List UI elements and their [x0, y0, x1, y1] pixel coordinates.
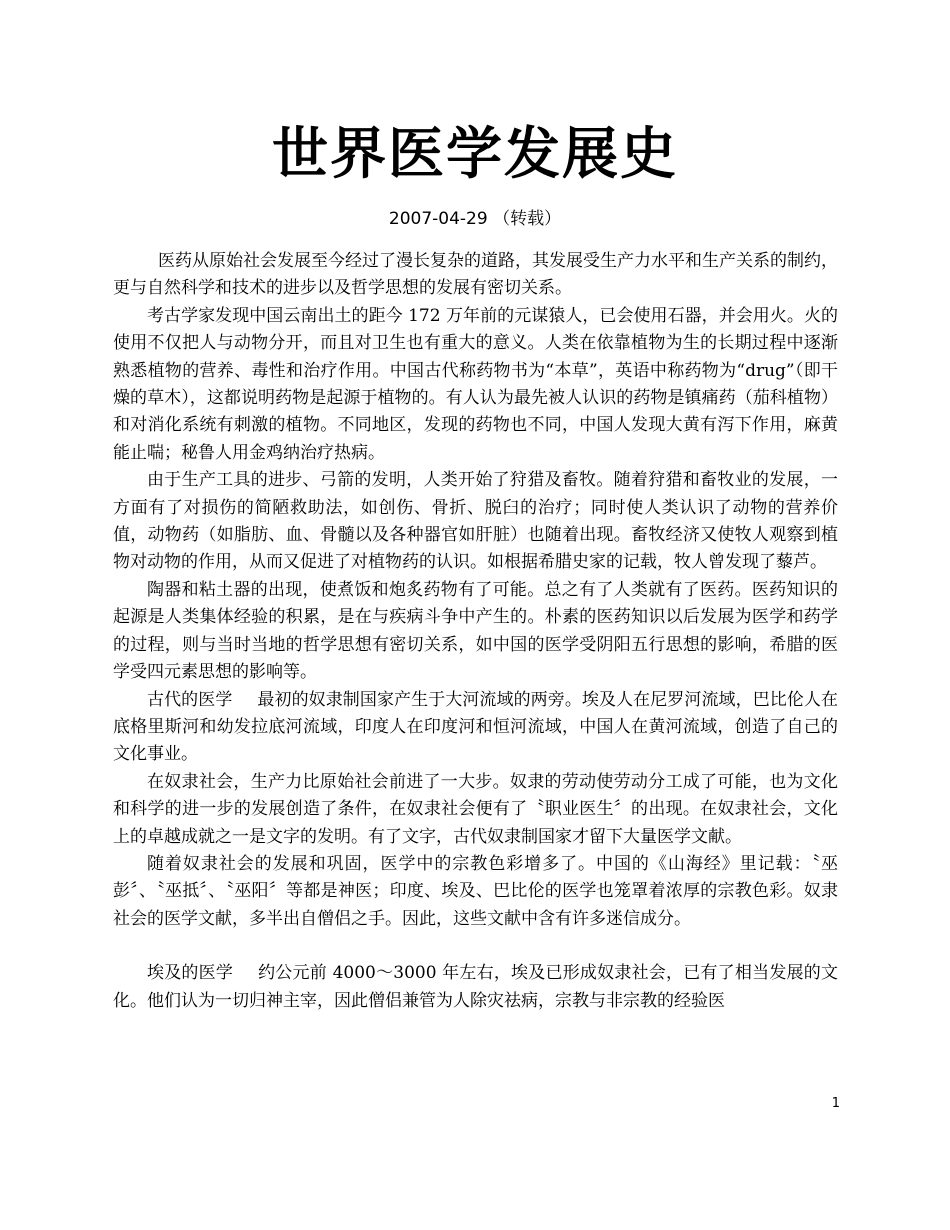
repost-note: （转载）: [493, 209, 562, 229]
paragraph-text: 医药从原始社会发展至今经过了漫长复杂的道路，其发展受生产力水平和生产关系的制约，更与自然科学和技术的进步以及哲学思想的发展有密切关系。: [113, 251, 838, 299]
paragraph-text: 随着奴隶社会的发展和巩固，医学中的宗教色彩增多了。中国的《山海经》里记载：〝巫彭〞、〝巫抵〞、〝巫阳〞等都是神医；印度、埃及、巴比伦的医学也笼罩着浓厚的宗教色彩。奴隶社会的医学文献，多半出自僧侣之手。因此，这些文献中含有许多迷信成分。: [113, 853, 838, 929]
paragraph-text: 考古学家发现中国云南出土的距今 172 万年前的元谋猿人，已会使用石器，并会用火。火的使用不仅把人与动物分开，而且对卫生也有重大的意义。人类在依靠植物为生的长期过程中逐渐熟悉植物的营养、毒性和治疗作用。中国古代称药物书为“本草”，英语中称药物为“drug”（即干燥的草木），这都说明药物是起源于植物的。有人认为最先被人认识的药物是镇痛药（茄科植物）和对消化系统有刺激的植物。不同地区，发现的药物也不同，中国人发现大黄有泻下作用，麻黄能止喘；秘鲁人用金鸡纳治疗热病。: [113, 305, 838, 463]
section-heading: 古代的医学: [147, 689, 233, 710]
paragraph-text: 最初的奴隶制国家产生于大河流域的两旁。埃及人在尼罗河流域，巴比伦人在底格里斯河和幼发拉底河流域，印度人在印度河和恒河流域，中国人在黄河流域，创造了自己的文化事业。: [113, 689, 839, 765]
paragraph-slave-society: [113, 769, 838, 851]
paragraph-hunting: [113, 467, 838, 577]
section-heading: 埃及的医学: [147, 963, 234, 984]
paragraph-text: 由于生产工具的进步、弓箭的发明，人类开始了狩猎及畜牧。随着狩猎和畜牧业的发展，一方面有了对损伤的简陋救助法，如创伤、骨折、脱臼的治疗；同时使人类认识了动物的营养价值，动物药（如脂肪、血、骨髓以及各种器官如肝脏）也随着出现。畜牧经济又使牧人观察到植物对动物的作用，从而又促进了对植物药的认识。如根据希腊史家的记载，牧人曾发现了藜芦。: [113, 470, 838, 573]
document-title: 世界医学发展史: [272, 120, 678, 187]
publish-date: 2007-04-29: [388, 209, 488, 229]
dateline: [0, 205, 950, 233]
paragraph-intro: [113, 248, 838, 303]
page-number: 1: [831, 1096, 840, 1111]
paragraph-text: 在奴隶社会，生产力比原始社会前进了一大步。奴隶的劳动使劳动分工成了可能，也为文化和科学的进一步的发展创造了条件，在奴隶社会便有了〝职业医生〞的出现。在奴隶社会，文化上的卓越成就之一是文字的发明。有了文字，古代奴隶制国家才留下大量医学文献。: [113, 771, 838, 847]
paragraph-origins: [113, 303, 838, 467]
paragraph-text: 陶器和粘土器的出现，使煮饭和炮炙药物有了可能。总之有了人类就有了医药。医药知识的起源是人类集体经验的积累，是在与疾病斗争中产生的。朴素的医药知识以后发展为医学和药学的过程，则与当时当地的哲学思想有密切关系，如中国的医学受阴阳五行思想的影响，希腊的医学受四元素思想的影响等。: [113, 579, 838, 683]
paragraph-pottery: [113, 577, 838, 687]
article-body: [113, 248, 838, 1015]
paragraph-ancient-medicine: [113, 687, 838, 769]
paragraph-text: 约公元前 4000～3000 年左右，埃及已形成奴隶社会，已有了相当发展的文化。他们认为一切归神主宰，因此僧侣兼管为人除灾祛病，宗教与非宗教的经验医: [113, 963, 838, 1011]
paragraph-egypt: [113, 960, 838, 1015]
paragraph-religion: [113, 851, 838, 933]
